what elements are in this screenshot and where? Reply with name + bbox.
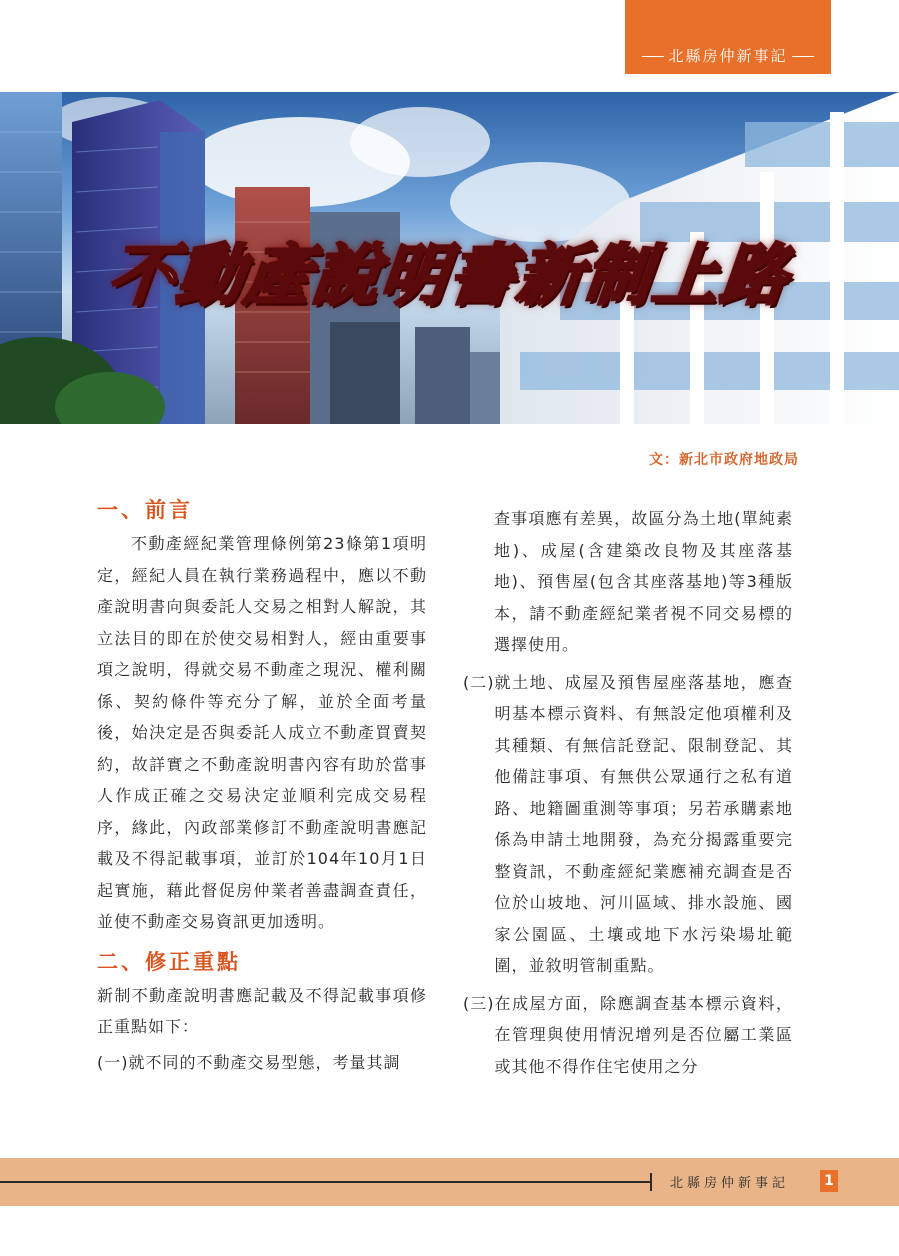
section-heading-amendments: 二、修正重點: [97, 949, 241, 974]
page-footer: [0, 1158, 899, 1206]
footer-rule-tick: [650, 1173, 652, 1191]
intro-paragraph: 不動產經紀業管理條例第23條第1項明定，經紀人員在執行業務過程中，應以不動產說明書向與委託人交易之相對人解說，其立法目的即在於使交易相對人，經由重要事項之說明，得就交易不動產之現況、權利關係、契約條件等充分了解，並於全面考量後，始決定是否與委託人成立不動產買賣契約，故詳實之不動產說明書內容有助於當事人作成正確之交易決定並順利完成交易程序，緣此，內政部業修訂不動產說明書應記載及不得記載事項，並訂於104年10月1日起實施，藉此督促房仲業者善盡調查責任，並使不動產交易資訊更加透明。: [97, 534, 427, 931]
author-byline: 文：新北市政府地政局: [649, 452, 799, 468]
list-item-3-marker: (三): [463, 993, 495, 1013]
banner-image: [0, 92, 899, 424]
list-item-3: [463, 988, 793, 1083]
amendments-intro: 新制不動產說明書應記載及不得記載事項修正重點如下：: [97, 985, 427, 1036]
magazine-tab: [625, 0, 831, 74]
article-title: 不動產說明書新制上路: [104, 237, 793, 314]
footer-rule: [0, 1181, 650, 1183]
left-column: [97, 492, 427, 1078]
section-heading-intro: 一、前言: [97, 498, 193, 522]
list-item-2-marker: (二): [463, 672, 495, 692]
list-item-3-text: 在成屋方面，除應調查基本標示資料，在管理與使用情況增列是否位屬工業區或其他不得作住宅使用之分: [494, 993, 793, 1076]
list-item-1-start: [97, 1047, 427, 1079]
list-item-2-text: 就土地、成屋及預售屋座落基地，應查明基本標示資料、有無設定他項權利及其種類、有無信託登記、限制登記、其他備註事項、有無供公眾通行之私有道路、地籍圖重測等事項；另若承購素地係為申請土地開發，為充分揭露重要完整資訊，不動產經紀業應補充調查是否位於山坡地、河川區域、排水設施、國家公園區、土壤或地下水污染場址範圍，並敘明管制重點。: [494, 672, 793, 975]
list-item-1-continued: 查事項應有差異，故區分為土地(單純素地)、成屋(含建築改良物及其座落基地)、預售屋(包含其座落基地)等3種版本，請不動產經紀業者視不同交易標的選擇使用。: [494, 509, 793, 654]
magazine-name: 北縣房仲新事記: [668, 47, 788, 65]
list-item-1-text-start: 就不同的不動產交易型態，考量其調: [128, 1052, 401, 1072]
list-item-2: [463, 667, 793, 982]
list-item-1-marker: (一): [97, 1052, 129, 1072]
tab-rule-left: [642, 56, 664, 57]
right-column: [463, 503, 793, 1082]
tab-rule-right: [792, 56, 814, 57]
page-number: 1: [820, 1170, 838, 1192]
footer-magazine-name: 北縣房仲新事記: [670, 1176, 790, 1191]
